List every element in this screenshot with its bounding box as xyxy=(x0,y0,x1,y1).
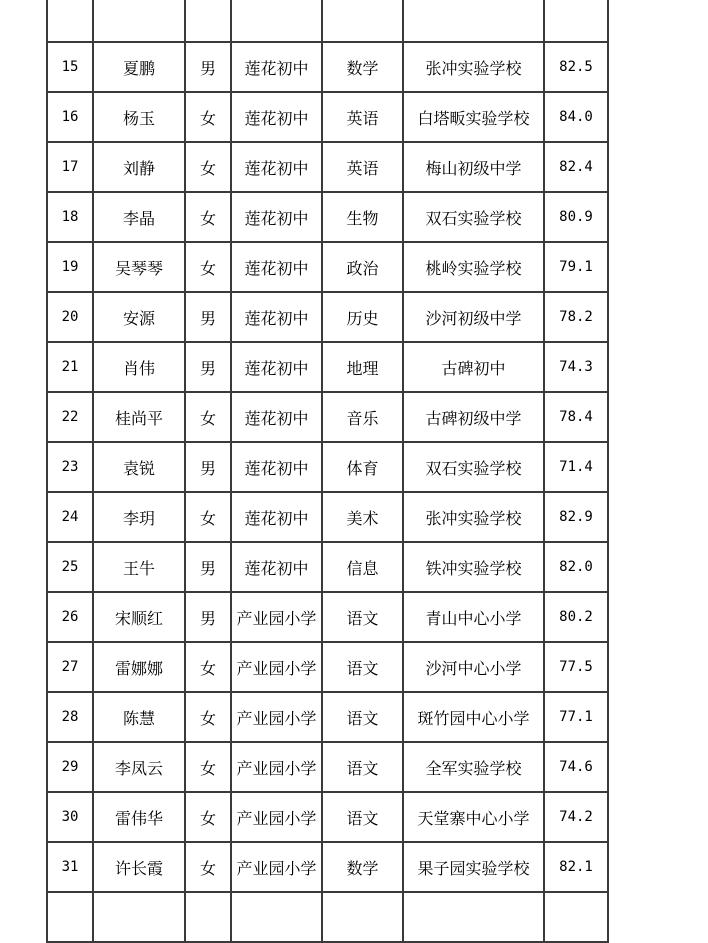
target-school-cell: 沙河中心小学 xyxy=(403,642,544,692)
school-cell: 莲花初中 xyxy=(231,242,322,292)
document-page xyxy=(46,0,609,943)
score-cell xyxy=(544,0,608,42)
table-row xyxy=(47,0,608,42)
school-cell: 产业园小学 xyxy=(231,642,322,692)
school-cell: 莲花初中 xyxy=(231,542,322,592)
name-cell: 李晶 xyxy=(93,192,185,242)
row-number-cell: 16 xyxy=(47,92,93,142)
subject-cell: 历史 xyxy=(322,292,403,342)
name-cell: 雷娜娜 xyxy=(93,642,185,692)
row-number-cell: 18 xyxy=(47,192,93,242)
score-cell: 77.1 xyxy=(544,692,608,742)
gender-cell: 女 xyxy=(185,742,231,792)
subject-cell: 体育 xyxy=(322,442,403,492)
subject-cell: 语文 xyxy=(322,792,403,842)
subject-cell: 数学 xyxy=(322,842,403,892)
gender-cell: 女 xyxy=(185,842,231,892)
score-cell: 71.4 xyxy=(544,442,608,492)
name-cell: 陈慧 xyxy=(93,692,185,742)
row-number-cell: 25 xyxy=(47,542,93,592)
school-cell: 莲花初中 xyxy=(231,42,322,92)
school-cell: 产业园小学 xyxy=(231,842,322,892)
school-cell xyxy=(231,0,322,42)
row-number-cell xyxy=(47,892,93,942)
subject-cell: 政治 xyxy=(322,242,403,292)
name-cell: 刘静 xyxy=(93,142,185,192)
gender-cell: 男 xyxy=(185,542,231,592)
name-cell: 桂尚平 xyxy=(93,392,185,442)
table-row xyxy=(47,292,608,342)
name-cell: 吴琴琴 xyxy=(93,242,185,292)
table-row xyxy=(47,842,608,892)
table-row xyxy=(47,492,608,542)
school-cell: 产业园小学 xyxy=(231,592,322,642)
score-cell: 82.9 xyxy=(544,492,608,542)
score-cell: 84.0 xyxy=(544,92,608,142)
target-school-cell: 斑竹园中心小学 xyxy=(403,692,544,742)
row-number-cell: 26 xyxy=(47,592,93,642)
gender-cell: 女 xyxy=(185,392,231,442)
subject-cell: 数学 xyxy=(322,42,403,92)
name-cell: 肖伟 xyxy=(93,342,185,392)
table-row xyxy=(47,142,608,192)
gender-cell: 女 xyxy=(185,492,231,542)
row-number-cell: 24 xyxy=(47,492,93,542)
school-cell: 产业园小学 xyxy=(231,692,322,742)
score-cell xyxy=(544,892,608,942)
table-row xyxy=(47,542,608,592)
subject-cell: 地理 xyxy=(322,342,403,392)
table-row xyxy=(47,592,608,642)
row-number-cell: 17 xyxy=(47,142,93,192)
table-row xyxy=(47,442,608,492)
gender-cell: 男 xyxy=(185,292,231,342)
subject-cell xyxy=(322,892,403,942)
name-cell: 安源 xyxy=(93,292,185,342)
subject-cell: 语文 xyxy=(322,642,403,692)
name-cell: 夏鹏 xyxy=(93,42,185,92)
name-cell: 许长霞 xyxy=(93,842,185,892)
score-cell: 74.6 xyxy=(544,742,608,792)
score-cell: 74.3 xyxy=(544,342,608,392)
school-cell: 莲花初中 xyxy=(231,492,322,542)
row-number-cell: 19 xyxy=(47,242,93,292)
gender-cell: 女 xyxy=(185,92,231,142)
school-cell: 产业园小学 xyxy=(231,742,322,792)
teacher-assignment-table xyxy=(46,0,609,943)
row-number-cell: 27 xyxy=(47,642,93,692)
school-cell: 莲花初中 xyxy=(231,392,322,442)
row-number-cell: 28 xyxy=(47,692,93,742)
subject-cell: 英语 xyxy=(322,92,403,142)
subject-cell: 美术 xyxy=(322,492,403,542)
table-row xyxy=(47,242,608,292)
row-number-cell: 22 xyxy=(47,392,93,442)
subject-cell: 语文 xyxy=(322,742,403,792)
row-number-cell: 23 xyxy=(47,442,93,492)
score-cell: 80.9 xyxy=(544,192,608,242)
name-cell: 李玥 xyxy=(93,492,185,542)
target-school-cell xyxy=(403,0,544,42)
target-school-cell: 古碑初中 xyxy=(403,342,544,392)
subject-cell: 音乐 xyxy=(322,392,403,442)
gender-cell: 女 xyxy=(185,792,231,842)
target-school-cell: 梅山初级中学 xyxy=(403,142,544,192)
target-school-cell: 果子园实验学校 xyxy=(403,842,544,892)
gender-cell xyxy=(185,0,231,42)
subject-cell: 生物 xyxy=(322,192,403,242)
table-row xyxy=(47,692,608,742)
school-cell: 莲花初中 xyxy=(231,292,322,342)
school-cell: 莲花初中 xyxy=(231,192,322,242)
target-school-cell: 沙河初级中学 xyxy=(403,292,544,342)
gender-cell xyxy=(185,892,231,942)
name-cell: 袁锐 xyxy=(93,442,185,492)
score-cell: 74.2 xyxy=(544,792,608,842)
score-cell: 82.1 xyxy=(544,842,608,892)
table-row xyxy=(47,892,608,942)
target-school-cell: 古碑初级中学 xyxy=(403,392,544,442)
table-row xyxy=(47,192,608,242)
name-cell: 杨玉 xyxy=(93,92,185,142)
score-cell: 79.1 xyxy=(544,242,608,292)
target-school-cell: 张冲实验学校 xyxy=(403,492,544,542)
subject-cell: 信息 xyxy=(322,542,403,592)
row-number-cell: 15 xyxy=(47,42,93,92)
school-cell: 莲花初中 xyxy=(231,442,322,492)
target-school-cell xyxy=(403,892,544,942)
table-body xyxy=(47,0,608,942)
table-row xyxy=(47,742,608,792)
target-school-cell: 白塔畈实验学校 xyxy=(403,92,544,142)
gender-cell: 男 xyxy=(185,442,231,492)
row-number-cell: 30 xyxy=(47,792,93,842)
score-cell: 82.5 xyxy=(544,42,608,92)
name-cell xyxy=(93,0,185,42)
table-row xyxy=(47,42,608,92)
gender-cell: 女 xyxy=(185,642,231,692)
gender-cell: 男 xyxy=(185,42,231,92)
subject-cell: 语文 xyxy=(322,592,403,642)
table-row xyxy=(47,342,608,392)
target-school-cell: 双石实验学校 xyxy=(403,442,544,492)
score-cell: 78.4 xyxy=(544,392,608,442)
gender-cell: 男 xyxy=(185,342,231,392)
name-cell: 雷伟华 xyxy=(93,792,185,842)
row-number-cell xyxy=(47,0,93,42)
row-number-cell: 29 xyxy=(47,742,93,792)
school-cell xyxy=(231,892,322,942)
gender-cell: 女 xyxy=(185,192,231,242)
school-cell: 莲花初中 xyxy=(231,92,322,142)
gender-cell: 女 xyxy=(185,692,231,742)
table-row xyxy=(47,792,608,842)
table-row xyxy=(47,642,608,692)
subject-cell: 语文 xyxy=(322,692,403,742)
gender-cell: 女 xyxy=(185,142,231,192)
subject-cell xyxy=(322,0,403,42)
score-cell: 77.5 xyxy=(544,642,608,692)
row-number-cell: 21 xyxy=(47,342,93,392)
target-school-cell: 青山中心小学 xyxy=(403,592,544,642)
name-cell: 王牛 xyxy=(93,542,185,592)
row-number-cell: 31 xyxy=(47,842,93,892)
gender-cell: 女 xyxy=(185,242,231,292)
target-school-cell: 双石实验学校 xyxy=(403,192,544,242)
row-number-cell: 20 xyxy=(47,292,93,342)
subject-cell: 英语 xyxy=(322,142,403,192)
table-row xyxy=(47,92,608,142)
school-cell: 莲花初中 xyxy=(231,142,322,192)
target-school-cell: 天堂寨中心小学 xyxy=(403,792,544,842)
score-cell: 80.2 xyxy=(544,592,608,642)
name-cell: 宋顺红 xyxy=(93,592,185,642)
table-row xyxy=(47,392,608,442)
target-school-cell: 全军实验学校 xyxy=(403,742,544,792)
score-cell: 82.0 xyxy=(544,542,608,592)
name-cell xyxy=(93,892,185,942)
target-school-cell: 铁冲实验学校 xyxy=(403,542,544,592)
name-cell: 李凤云 xyxy=(93,742,185,792)
school-cell: 产业园小学 xyxy=(231,792,322,842)
score-cell: 82.4 xyxy=(544,142,608,192)
school-cell: 莲花初中 xyxy=(231,342,322,392)
target-school-cell: 桃岭实验学校 xyxy=(403,242,544,292)
gender-cell: 男 xyxy=(185,592,231,642)
target-school-cell: 张冲实验学校 xyxy=(403,42,544,92)
score-cell: 78.2 xyxy=(544,292,608,342)
